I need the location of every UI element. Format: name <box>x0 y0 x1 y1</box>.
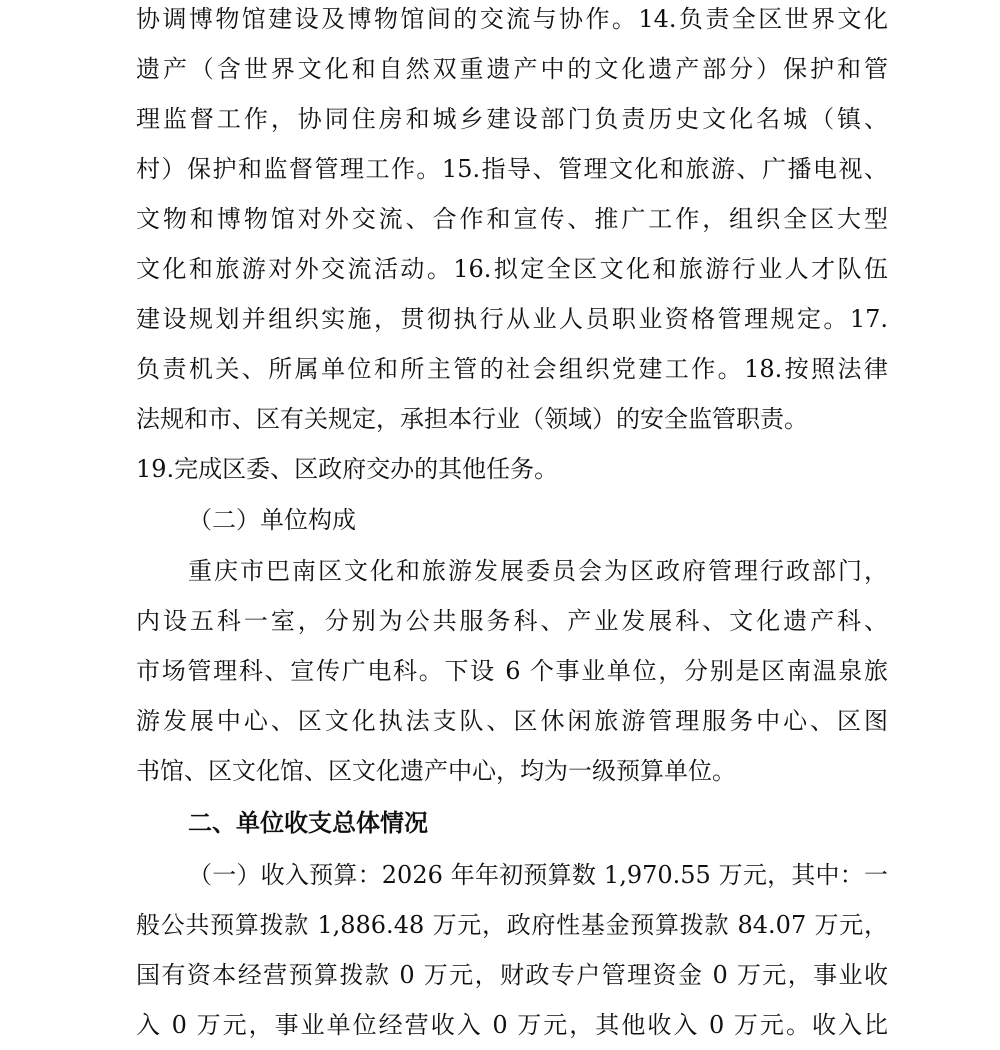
paragraph-line: 重庆市巴南区文化和旅游发展委员会为区政府管理行政部门， <box>188 557 888 585</box>
paragraph-line: 负责机关、所属单位和所主管的社会组织党建工作。18.按照法律 <box>136 355 888 383</box>
paragraph-line: 市场管理科、宣传广电科。下设 6 个事业单位，分别是区南温泉旅 <box>136 657 888 685</box>
paragraph-line: 19.完成区委、区政府交办的其他任务。 <box>136 455 559 483</box>
paragraph-line: 游发展中心、区文化执法支队、区休闲旅游管理服务中心、区图 <box>136 707 888 735</box>
paragraph-line: 书馆、区文化馆、区文化遗产中心，均为一级预算单位。 <box>136 757 736 785</box>
paragraph-line: 入 0 万元，事业单位经营收入 0 万元，其他收入 0 万元。收入比 <box>136 1011 888 1039</box>
paragraph-line: 法规和市、区有关规定，承担本行业（领域）的安全监管职责。 <box>136 405 808 433</box>
paragraph-line: 理监督工作，协同住房和城乡建设部门负责历史文化名城（镇、 <box>136 105 888 133</box>
section-heading-income-expenditure: 二、单位收支总体情况 <box>188 808 428 837</box>
paragraph-line: 遗产（含世界文化和自然双重遗产中的文化遗产部分）保护和管 <box>136 55 888 83</box>
paragraph-line: 般公共预算拨款 1,886.48 万元，政府性基金预算拨款 84.07 万元， <box>136 911 888 939</box>
paragraph-line: 协调博物馆建设及博物馆间的交流与协作。14.负责全区世界文化 <box>136 5 888 33</box>
paragraph-line: （一）收入预算：2026 年年初预算数 1,970.55 万元，其中：一 <box>188 861 888 889</box>
paragraph-line: 村）保护和监督管理工作。15.指导、管理文化和旅游、广播电视、 <box>136 155 888 183</box>
paragraph-line: 文化和旅游对外交流活动。16.拟定全区文化和旅游行业人才队伍 <box>136 255 888 283</box>
paragraph-line: 文物和博物馆对外交流、合作和宣传、推广工作，组织全区大型 <box>136 205 888 233</box>
subheading-unit-composition: （二）单位构成 <box>188 506 356 534</box>
paragraph-line: 建设规划并组织实施，贯彻执行从业人员职业资格管理规定。17. <box>136 305 888 333</box>
paragraph-line: 国有资本经营预算拨款 0 万元，财政专户管理资金 0 万元，事业收 <box>136 961 888 989</box>
paragraph-line: 内设五科一室，分别为公共服务科、产业发展科、文化遗产科、 <box>136 607 888 635</box>
